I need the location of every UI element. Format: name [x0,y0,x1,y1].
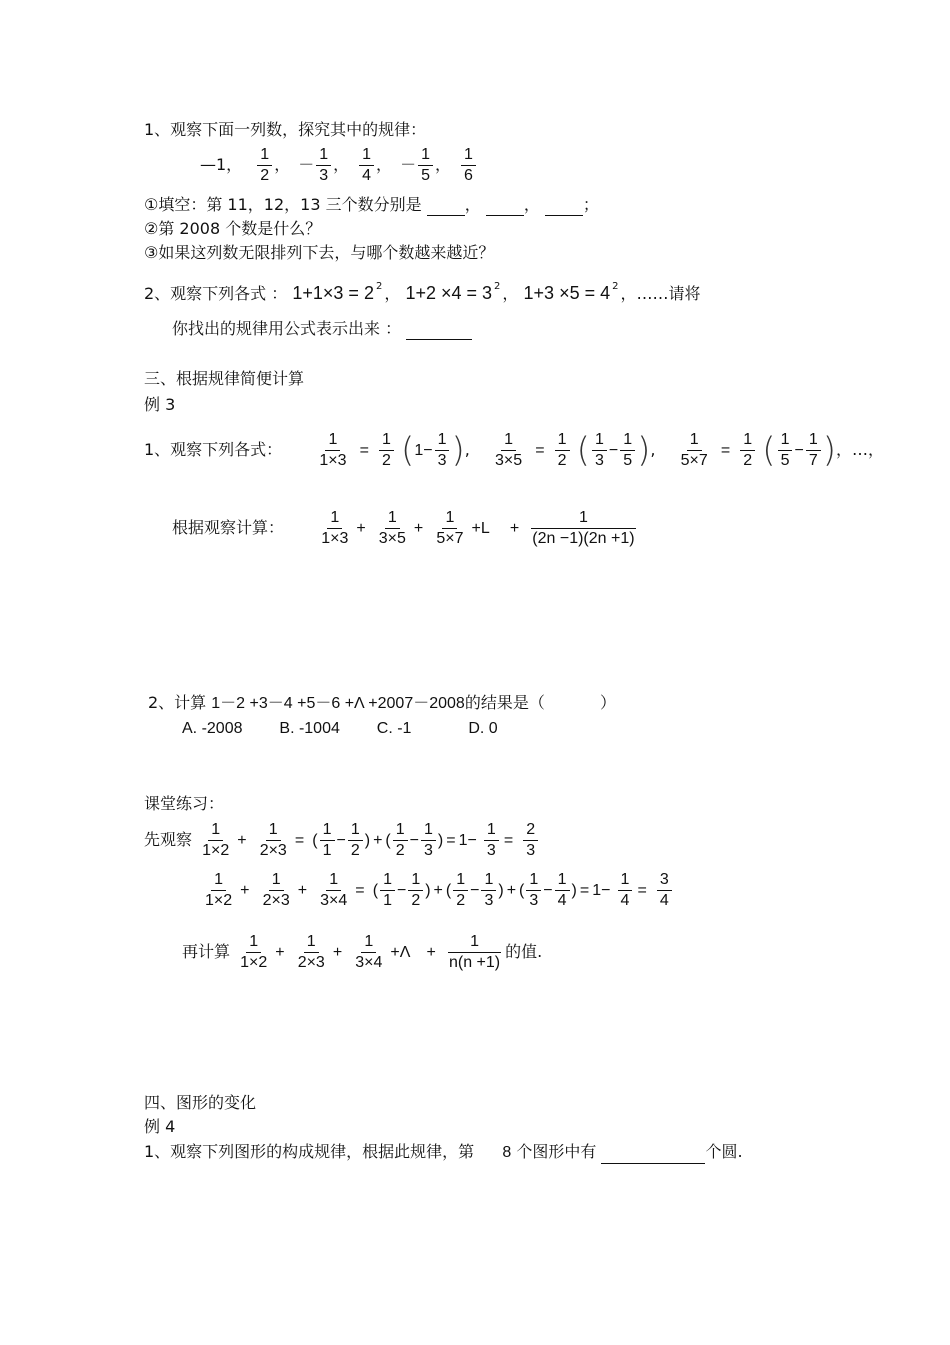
seq-term-sign: － [298,157,315,174]
practice-first: 先观察 [144,830,193,849]
frac: $\frac{1}{2\times 3}$ [297,933,325,971]
frac: $\frac{1}{3}$ [421,820,436,861]
frac: $\frac{1}{n(n +1)}$ [448,933,501,971]
option-a[interactable]: A. -2008 [182,720,243,737]
sec4-question [144,1141,743,1164]
frac: $\frac{1}{(2n -1)(2n +1)}$ [532,509,635,547]
q2-sep1: ， [384,284,401,303]
sec4-q-end: 个圆. [705,1142,743,1161]
sec3-title: 三、根据规律简便计算 [144,369,305,388]
frac: $\frac{1}{1\times 2}$ [205,871,233,909]
seq-term-fraction [316,145,331,186]
frac: $\frac{1}{1\times 2}$ [202,821,230,859]
frac: $\frac{1}{1}$ [320,820,335,861]
frac: $\frac{3}{4}$ [657,870,672,911]
frac: $\frac{1}{3}$ [484,820,499,861]
seq-term-sign: － [400,157,417,174]
frac: $\frac{1}{5}$ [778,430,793,471]
q3b-expr: 1－2 +3－4 +5－6 +Λ +2007－2008 [211,695,465,712]
seq-term [400,146,451,184]
sec4-example: 例 4 [144,1117,176,1136]
frac: $\frac{1}{3}$ [592,430,607,471]
frac: $\frac{1}{5}$ [620,430,635,471]
frac: $\frac{1}{2}$ [348,820,363,861]
frac: $\frac{1}{2}$ [379,430,394,471]
frac: $\frac{1}{1}$ [380,870,395,911]
seq-term-denominator: 6 [464,167,473,184]
q1-sequence [200,145,478,186]
frac: $\frac{1}{3\times 4}$ [320,871,348,909]
practice-value: 的值. [505,942,543,961]
q1-fill [144,194,599,216]
sec4-q-num: 8 [502,1144,512,1161]
option-d[interactable]: D. 0 [468,720,498,737]
seq-term-numerator: 1 [461,145,476,166]
frac: $\frac{1}{3\times 4}$ [355,933,383,971]
practice-line1: 先观察 $\frac{1}{1\times 2}$ + $\frac{1}{2\times 3}$ = ( $\frac{1}{1}$ − $\frac{1}{2}$ ) + ( $\frac{1}{2}$ − $\frac{1}{3}$ ) = 1− $\frac{1}{3}$ = $\frac{2}{3}$ [144,820,540,861]
option-b[interactable]: B. -1004 [279,720,340,737]
seq-term-denominator: 4 [362,167,372,184]
seq-term-sep: ， [333,155,350,174]
seq-term-sep: ， [274,155,291,174]
frac: $\frac{1}{2}$ [453,870,468,911]
frac: $\frac{1}{3\times 5}$ [378,509,406,547]
practice-then: 再计算 [182,942,231,961]
practice-title: 课堂练习： [144,794,225,813]
seq-term-fraction [257,145,272,186]
sec4-q-mid: 个图形中有 [516,1142,597,1161]
frac: $\frac{1}{3}$ [481,870,496,911]
frac: $\frac{1}{2\times 3}$ [262,871,290,909]
seq-term-denominator: 5 [421,167,430,184]
frac: $\frac{1}{2}$ [740,430,755,471]
q2-exp1: 2 [375,281,383,292]
frac: $\frac{1}{5\times 7}$ [436,509,464,547]
seq-term-fraction [359,145,374,186]
seq-term-sep: ， [376,155,393,174]
frac: $\frac{1}{3\times 5}$ [495,431,523,469]
q2-line1 [144,282,701,305]
sec4-title: 四、图形的变化 [144,1093,257,1112]
seq-term-numerator: 1 [257,145,272,166]
seq-term-numerator: 1 [418,145,433,166]
q2-exp3: 2 [612,281,619,292]
q2-formula-blank[interactable] [406,323,472,340]
q2-prefix: 2、观察下列各式 ： [144,284,288,303]
q2-line2 [172,318,472,340]
frac: $\frac{1}{3}$ [435,430,450,471]
q2-sep2: ， [502,284,519,303]
q2-eq3: 1+3 ×5 = 4 [523,283,611,303]
practice-line3: 再计算 $\frac{1}{1\times 2}$ + $\frac{1}{2\times 3}$ + $\frac{1}{3\times 4}$ +Λ + $\frac{1}{n(n +1)}$ 的值. [182,933,543,971]
frac: $\frac{1}{1\times 3}$ [319,431,347,469]
obs-ellipsis: ，…， [835,440,884,459]
frac: $\frac{1}{1\times 2}$ [240,933,268,971]
fill-text: ①填空：第 11，12，13 三个数分别是 [144,195,422,214]
fill-blank-2[interactable] [486,199,524,216]
q1-title: 1、观察下面一列数，探究其中的规律： [144,120,427,139]
seq-term-fraction [418,145,433,186]
frac: $\frac{1}{2}$ [408,870,423,911]
seq-term-numerator: 1 [359,145,374,166]
q1-question-3: ③如果这列数无限排列下去，与哪个数越来越近？ [144,243,495,262]
q3b-close: ） [599,693,616,712]
seq-first: —1， [200,155,243,174]
frac: $\frac{1}{4}$ [555,870,570,911]
seq-term [298,146,350,184]
obs-label: 1、观察下列各式： [144,440,283,459]
fill-blank-1[interactable] [427,199,465,216]
seq-term [255,146,291,184]
sec4-q-pre: 1、观察下列图形的构成规律，根据此规律，第 [144,1142,475,1161]
q2-eq2: 1+2 ×4 = 3 [405,283,493,303]
frac: $\frac{1}{4}$ [618,870,633,911]
sec3-example: 例 3 [144,395,176,414]
calc-label: 根据观察计算： [172,518,285,537]
frac: $\frac{1}{2}$ [555,430,570,471]
frac: $\frac{1}{2\times 3}$ [259,821,287,859]
seq-term-denominator: 2 [260,167,270,184]
sec3-observe: 1、观察下列各式： $\frac{1}{1\times 3}$ = $\frac{1}{2}$ (1− $\frac{1}{3}$ ), $\frac{1}{3\times 5}$ = $\frac{1}{2}$ ( $\frac{1}{3}$ − $\frac{1}{5}$ ), $\frac{1}{5\times 7}$ = $\frac{1}{2}$ ( $\frac{1}{5}$ − $\frac{1}{7}$ )，…， [144,430,884,471]
q3b-pre: 2、计算 [148,693,207,712]
q2-eq1: 1+1×3 = 2 [292,283,374,303]
q2-exp2: 2 [494,281,501,292]
frac: $\frac{1}{1\times 3}$ [321,509,349,547]
q2-line2-text: 你找出的规律用公式表示出来 ： [172,319,402,338]
fill-blank-3[interactable] [545,199,583,216]
fill-sep-2: ， [523,195,540,214]
fill-sep-1: ， [464,195,481,214]
seq-term-fraction [461,145,476,186]
frac: $\frac{1}{5\times 7}$ [680,431,708,469]
q2-tail: ，……请将 [620,284,701,303]
sec4-answer-blank[interactable] [601,1147,705,1164]
fill-end: ； [582,195,599,214]
frac: $\frac{1}{3}$ [526,870,541,911]
frac: $\frac{2}{3}$ [523,820,538,861]
seq-term-sep: ， [434,155,451,174]
q1-question-2: ②第 2008 个数是什么？ [144,219,322,238]
seq-term-denominator: 3 [319,167,329,184]
q3b-post: 的结果是（ [464,693,545,712]
sec3-calc: 根据观察计算： $\frac{1}{1\times 3}$ + $\frac{1}{3\times 5}$ + $\frac{1}{5\times 7}$ +L + $\frac{1}{(2n -1)(2n +1)}$ [172,508,640,549]
frac: $\frac{1}{2}$ [393,820,408,861]
seq-term-numerator: 1 [316,145,331,166]
seq-term [357,146,393,184]
frac: $\frac{1}{7}$ [806,430,821,471]
seq-terms [247,146,478,184]
q3b-options [182,718,498,740]
option-c[interactable]: C. -1 [376,720,412,737]
practice-line2: $\frac{1}{1\times 2}$ + $\frac{1}{2\times 3}$ + $\frac{1}{3\times 4}$ = ( $\frac{1}{1}$ − $\frac{1}{2}$ ) + ( $\frac{1}{2}$ − $\frac{1}{3}$ ) + ( $\frac{1}{3}$ − $\frac{1}{4}$ ) = 1− $\frac{1}{4}$ = $\frac{3}{4}$ [200,870,674,911]
seq-term [459,146,478,184]
q3b-line [148,692,616,715]
